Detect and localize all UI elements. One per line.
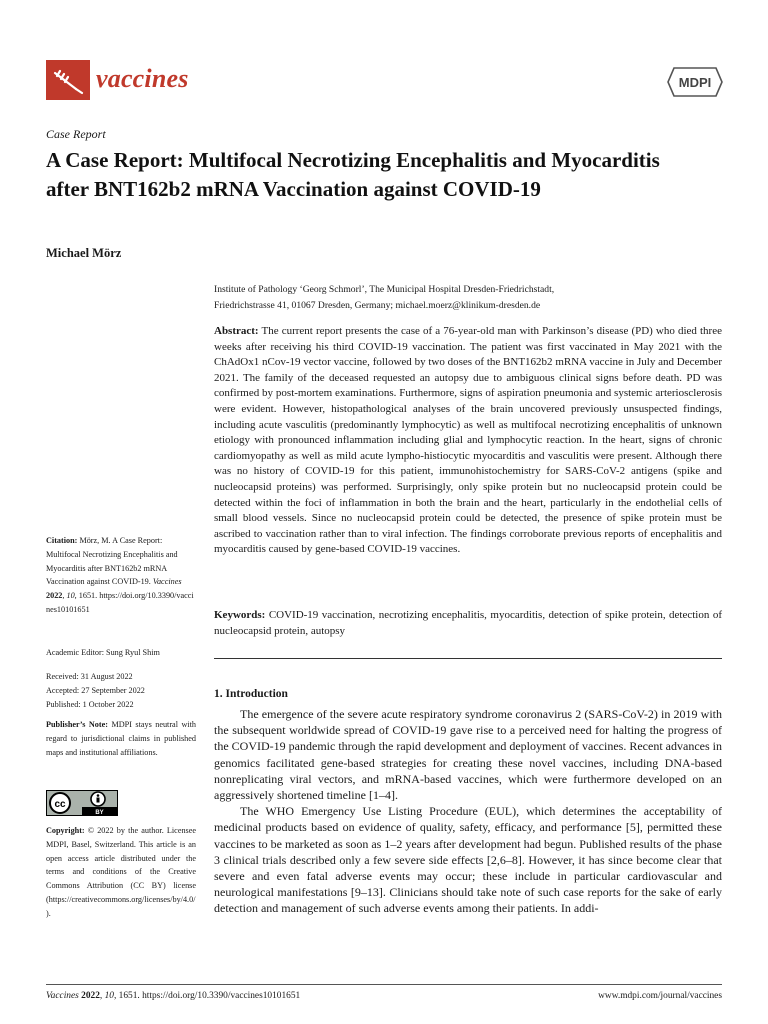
affiliation-line: Institute of Pathology ‘Georg Schmorl’, The Municipal Hospital Dresden-Friedrichstadt, [214, 284, 555, 295]
article-type: Case Report [46, 127, 106, 141]
affiliation [214, 282, 714, 314]
paragraph: The emergence of the severe acute respiratory syndrome coronavirus 2 (SARS-CoV-2) in 2019 with the subsequent worldwide spread of COVID-19 gave rise to a perceived need for halting the progress of the COVID-19 pandemic through the rapid development and deployment of vaccines. Recent advances in genomics facilitated gene-based strategies for creating these novel vaccines, including DNA-based nonreplicating viral vectors, and mRNA-based vaccines, which were furthermore developed on an aggressively shortened timeline [1–4]. [214, 707, 722, 803]
publisher-note [46, 718, 196, 759]
footer-journal: Vaccines [46, 991, 79, 1001]
citation-text: Mörz, M. A Case Report: Multifocal Necrotizing Encephalitis and Myocarditis after BNT162b2 mRNA Vaccination against COVID-19. [46, 536, 178, 587]
footer-journal-url[interactable]: www.mdpi.com/journal/vaccines [598, 991, 722, 1001]
article-title: A Case Report: Multifocal Necrotizing Encephalitis and Myocarditis after BNT162b2 mRNA Vaccination against COVID-19 [46, 148, 660, 201]
cc-logo-sub: BY [95, 810, 104, 816]
publisher-note-text: MDPI stays neutral with regard to jurisdictional claims in published maps and institutional affiliations. [46, 720, 196, 757]
citation-block: Citation: Mörz, M. A Case Report: Multifocal Necrotizing Encephalitis and Myocarditis after BNT162b2 mRNA Vaccination against COVID-19. Vaccines 2022, 10, 1651. https://doi.org/10.3390/vaccines10101651 [46, 536, 194, 614]
received-date: Received: 31 August 2022 [46, 672, 133, 681]
accepted-date: Accepted: 27 September 2022 [46, 685, 145, 695]
introduction-body [214, 706, 722, 917]
citation-label: Citation: [46, 536, 78, 545]
affiliation-line: Friedrichstrasse 41, 01067 Dresden, Germany; michael.moerz@klinikum-dresden.de [214, 300, 541, 311]
mdpi-logo-text: MDPI [678, 75, 712, 90]
footer-doi[interactable]: , 1651. https://doi.org/10.3390/vaccines10101651 [113, 991, 301, 1001]
journal-logo-icon [46, 60, 90, 100]
section-heading: 1. Introduction [214, 688, 288, 700]
journal-name: vaccines [96, 64, 189, 93]
cc-logo-text: cc [54, 799, 66, 810]
dates-block [46, 670, 196, 711]
citation-volume: 10 [66, 591, 75, 601]
paragraph: The WHO Emergency Use Listing Procedure (EUL), which determines the acceptability of medicinal products based on evidence of quality, safety, efficacy, and performance [5], permitted these vaccines to be marketed as soon as 1–2 years after development had begun. Published results of the phase 3 clinical trials described only a few severe side effects [2,6–8]. However, it has since become clear that severe and even fatal adverse events may occur; these include in particular cardiovascular and neurological manifestations [9–13]. Clinicians should take note of such case reports for the sake of early detection and management of such adverse events among their patients. In addi- [214, 804, 722, 916]
copyright-block [46, 824, 196, 921]
section-divider [214, 658, 722, 659]
copyright-label: Copyright: [46, 826, 85, 835]
author-name: Michael Mörz [46, 246, 122, 260]
mdpi-logo-icon [666, 64, 724, 100]
abstract [214, 324, 722, 558]
copyright-text: © 2022 by the author. Licensee MDPI, Basel, Switzerland. This article is an open access article distributed under the terms and conditions of the Creative Commons Attribution (CC BY) license (https://creativecommons.org/licenses/by/4.0/). [46, 826, 196, 918]
citation-journal: Vaccines [152, 577, 182, 587]
footer-citation: Vaccines 2022, 10, 1651. https://doi.org/10.3390/vaccines10101651 [46, 991, 301, 1001]
keywords [214, 608, 722, 639]
keywords-label: Keywords: [214, 609, 266, 621]
citation-doi-link[interactable]: https://doi.org/10.3390/vaccines10101651 [46, 591, 194, 614]
publisher-note-label: Publisher’s Note: [46, 720, 108, 729]
keywords-text: COVID-19 vaccination, necrotizing encephalitis, myocarditis, detection of spike protein, detection of nucleocapsid protein, autopsy [214, 609, 723, 637]
published-date: Published: 1 October 2022 [46, 699, 134, 709]
footer-divider [46, 984, 722, 985]
academic-editor: Academic Editor: Sung Ryul Shim [46, 648, 160, 657]
citation-year: 2022 [46, 591, 63, 601]
citation-pages: 1651. [78, 591, 98, 601]
footer-year: 2022 [81, 991, 100, 1001]
cc-by-license-icon[interactable] [46, 790, 118, 816]
abstract-text: The current report presents the case of a 76-year-old man with Parkinson’s disease (PD) who died three weeks after receiving his third COVID-19 vaccination. The patient was first vaccinated in May 2021 with the ChAdOx1 nCov-19 vector vaccine, followed by two doses of the BNT162b2 mRNA vaccine in July and December 2021. The family of the deceased requested an autopsy due to ambiguous clinical signs before death. PD was confirmed by post-mortem examinations. Furthermore, signs of aspiration pneumonia and systemic arteriosclerosis were evident. However, histopathological analyses of the brain uncovered previously unsuspected findings, including acute vasculitis (predominantly lymphocytic) as well as multifocal necrotizing encephalitis of unknown etiology with pronounced inflammation including glial and lymphocytic reaction. In the heart, signs of chronic cardiomyopathy as well as mild acute lympho-histiocytic myocarditis and vasculitis were present. Although there was no history of COVID-19 for this patient, immunohistochemistry for SARS-CoV-2 antigens (spike and nucleocapsid proteins) was performed. Surprisingly, only spike protein but no nucleocapsid protein could be detected within the foci of inflammation in both the brain and the heart, particularly in the endothelial cells of small blood vessels. Since no nucleocapsid protein could be detected, the presence of spike protein must be ascribed to vaccination rather than to viral infection. The findings corroborate previous reports of encephalitis and myocarditis caused by gene-based COVID-19 vaccines. [214, 325, 722, 556]
footer-volume: 10 [104, 991, 114, 1001]
abstract-label: Abstract: [214, 325, 259, 337]
